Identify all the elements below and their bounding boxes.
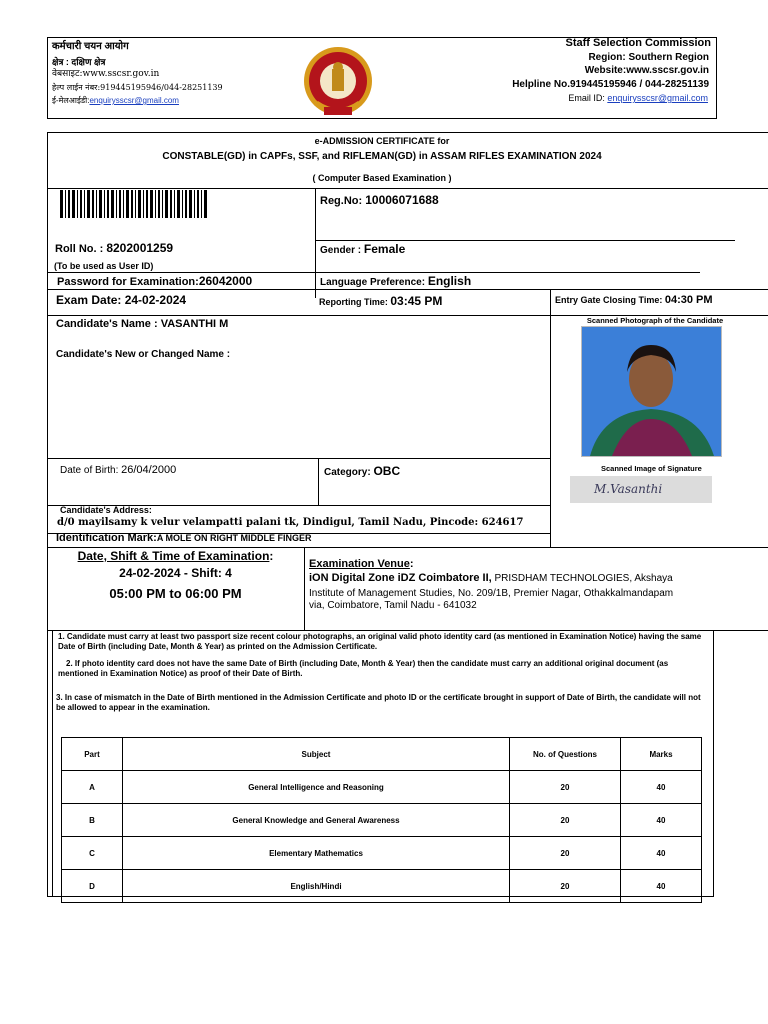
gate-label: Entry Gate Closing Time:	[555, 295, 665, 305]
schedule-date-shift: 24-02-2024 - Shift: 4	[119, 566, 232, 580]
exam-date-label: Exam Date:	[56, 293, 125, 307]
reg-label: Reg.No:	[320, 195, 363, 207]
schedule-heading-text: Date, Shift & Time of Examination	[77, 549, 270, 563]
instruction-1: 1. Candidate must carry at least two passport size recent colour photographs, an original valid photo identity card (as mentioned in Examination Notice) having the same Date of Birth (including Date, Month & Year) as printed on the Admission Certificate.	[58, 632, 702, 651]
venue-address-1: PRISDHAM TECHNOLOGIES, Akshaya	[491, 573, 673, 584]
gender-value: Female	[363, 242, 406, 256]
hindi-helpline: हेल्प लाईन नंबर:919445195946/044-28251139	[52, 83, 223, 92]
title-line-3: ( Computer Based Examination )	[312, 173, 452, 183]
signature-image: M.Vasanthi	[570, 476, 712, 503]
name-value: VASANTHI M	[160, 318, 229, 330]
cell-subject: Elementary Mathematics	[123, 837, 510, 870]
photo-label: Scanned Photograph of the Candidate	[586, 316, 724, 325]
cell-part: D	[62, 870, 123, 903]
password	[57, 274, 252, 288]
changed-name-label: Candidate's New or Changed Name :	[56, 349, 231, 360]
venue-heading	[309, 558, 414, 570]
venue-address-3: via, Coimbatore, Tamil Nadu - 641032	[309, 600, 477, 611]
idmark-label: Identification Mark:	[56, 532, 157, 544]
venue-address-2: Institute of Management Studies, No. 209/1B, Premier Nagar, Othakkalmandapam	[309, 588, 674, 599]
eng-helpline: Helpline No.919445195946 / 044-28251139	[512, 79, 709, 90]
reg-value: 10006071688	[365, 193, 439, 207]
reg-number	[320, 193, 439, 207]
table-row	[62, 837, 702, 870]
cell-marks: 40	[621, 870, 702, 903]
eng-email-label: Email ID:	[568, 93, 608, 103]
title-line-1: e-ADMISSION CERTIFICATE for	[314, 136, 450, 146]
category-value: OBC	[373, 464, 401, 478]
header-marks: Marks	[621, 738, 702, 771]
table-row	[62, 870, 702, 903]
eng-commission: Staff Selection Commission	[565, 37, 711, 49]
password-value: 26042000	[198, 274, 253, 288]
category	[324, 464, 400, 478]
roll-note: (To be used as User ID)	[54, 261, 154, 271]
exam-date	[56, 293, 186, 307]
gender	[320, 242, 405, 256]
roll-value: 8202001259	[106, 241, 174, 255]
eng-email-link[interactable]: enquirysscsr@gmail.com	[607, 93, 708, 103]
cell-subject: General Intelligence and Reasoning	[123, 771, 510, 804]
date-of-birth	[60, 464, 176, 476]
language	[320, 274, 471, 288]
instruction-3: 3. In case of mismatch in the Date of Birth mentioned in the Admission Certificate and photo ID or the certificate brought in support of Date of Birth, the candidate will not be allowed to appear in the examination.	[56, 693, 701, 712]
venue-heading-text: Examination Venue	[309, 558, 410, 570]
cell-part: B	[62, 804, 123, 837]
schedule-time: 05:00 PM to 06:00 PM	[109, 586, 242, 601]
schedule-heading	[47, 549, 304, 563]
venue-heading-colon: :	[409, 558, 414, 570]
candidate-name	[56, 318, 228, 330]
exam-date-value: 24-02-2024	[124, 293, 187, 307]
cell-marks: 40	[621, 804, 702, 837]
cell-part: A	[62, 771, 123, 804]
cell-questions: 20	[510, 837, 621, 870]
subjects-table	[61, 737, 702, 903]
barcode-icon	[60, 190, 210, 218]
gate-value: 04:30 PM	[664, 294, 713, 306]
roll-number	[55, 241, 173, 255]
eng-website: Website:www.sscsr.gov.in	[584, 65, 709, 76]
hindi-email-label: ई-मेलआईडी:	[52, 96, 90, 105]
header-part: Part	[62, 738, 123, 771]
cell-marks: 40	[621, 837, 702, 870]
reporting-label: Reporting Time:	[319, 297, 391, 307]
reporting-value: 03:45 PM	[390, 294, 443, 308]
table-row	[62, 804, 702, 837]
instruction-2: 2. If photo identity card does not have the same Date of Birth (including Date, Month & Year) then the candidate must carry an additional original document (as mentioned in Examination Notice) as proof of their Date of Birth.	[58, 659, 669, 678]
cell-subject: General Knowledge and General Awareness	[123, 804, 510, 837]
table-header-row	[62, 738, 702, 771]
reporting-time	[319, 294, 442, 308]
cell-part: C	[62, 837, 123, 870]
idmark-value: A MOLE ON RIGHT MIDDLE FINGER	[156, 533, 312, 543]
roll-label: Roll No. :	[55, 243, 107, 255]
schedule-heading-colon: :	[269, 549, 274, 563]
venue-line-1	[309, 572, 719, 584]
cell-questions: 20	[510, 771, 621, 804]
eng-email	[470, 93, 708, 103]
candidate-photo	[581, 326, 722, 457]
cell-subject: English/Hindi	[123, 870, 510, 903]
eng-region: Region: Southern Region	[588, 52, 709, 63]
hindi-website: वेबसाइट:www.sscsr.gov.in	[52, 69, 160, 79]
address-label: Candidate's Address:	[60, 505, 152, 515]
address-value: d/0 mayilsamy k velur velampatti palani tk, Dindigul, Tamil Nadu, Pincode: 624617	[57, 517, 524, 528]
title-line-2: CONSTABLE(GD) in CAPFs, SSF, and RIFLEMAN(GD) in ASSAM RIFLES EXAMINATION 2024	[162, 151, 602, 162]
dob-label: Date of Birth:	[60, 465, 122, 476]
cell-questions: 20	[510, 870, 621, 903]
dob-value: 26/04/2000	[121, 464, 177, 476]
venue-name: iON Digital Zone iDZ Coimbatore II,	[309, 572, 492, 584]
category-label: Category:	[324, 467, 374, 478]
hindi-commission: कर्मचारी चयन आयोग	[52, 41, 129, 52]
ssc-logo-icon	[296, 45, 380, 123]
name-label: Candidate's Name :	[56, 318, 161, 330]
password-label: Password for Examination:	[57, 276, 199, 288]
identification-mark	[56, 532, 312, 544]
hindi-email	[52, 95, 179, 106]
hindi-region: क्षेत्र : दक्षिण क्षेत्र	[52, 57, 106, 67]
gate-closing-time	[555, 294, 713, 306]
header-questions: No. of Questions	[510, 738, 621, 771]
language-value: English	[427, 274, 472, 288]
gender-label: Gender :	[320, 245, 364, 256]
cell-marks: 40	[621, 771, 702, 804]
signature-label: Scanned Image of Signature	[601, 464, 702, 473]
table-row	[62, 771, 702, 804]
cell-questions: 20	[510, 804, 621, 837]
hindi-email-link[interactable]: enquirysscsr@gmail.com	[89, 96, 179, 105]
language-label: Language Preference:	[320, 277, 428, 288]
header-subject: Subject	[123, 738, 510, 771]
